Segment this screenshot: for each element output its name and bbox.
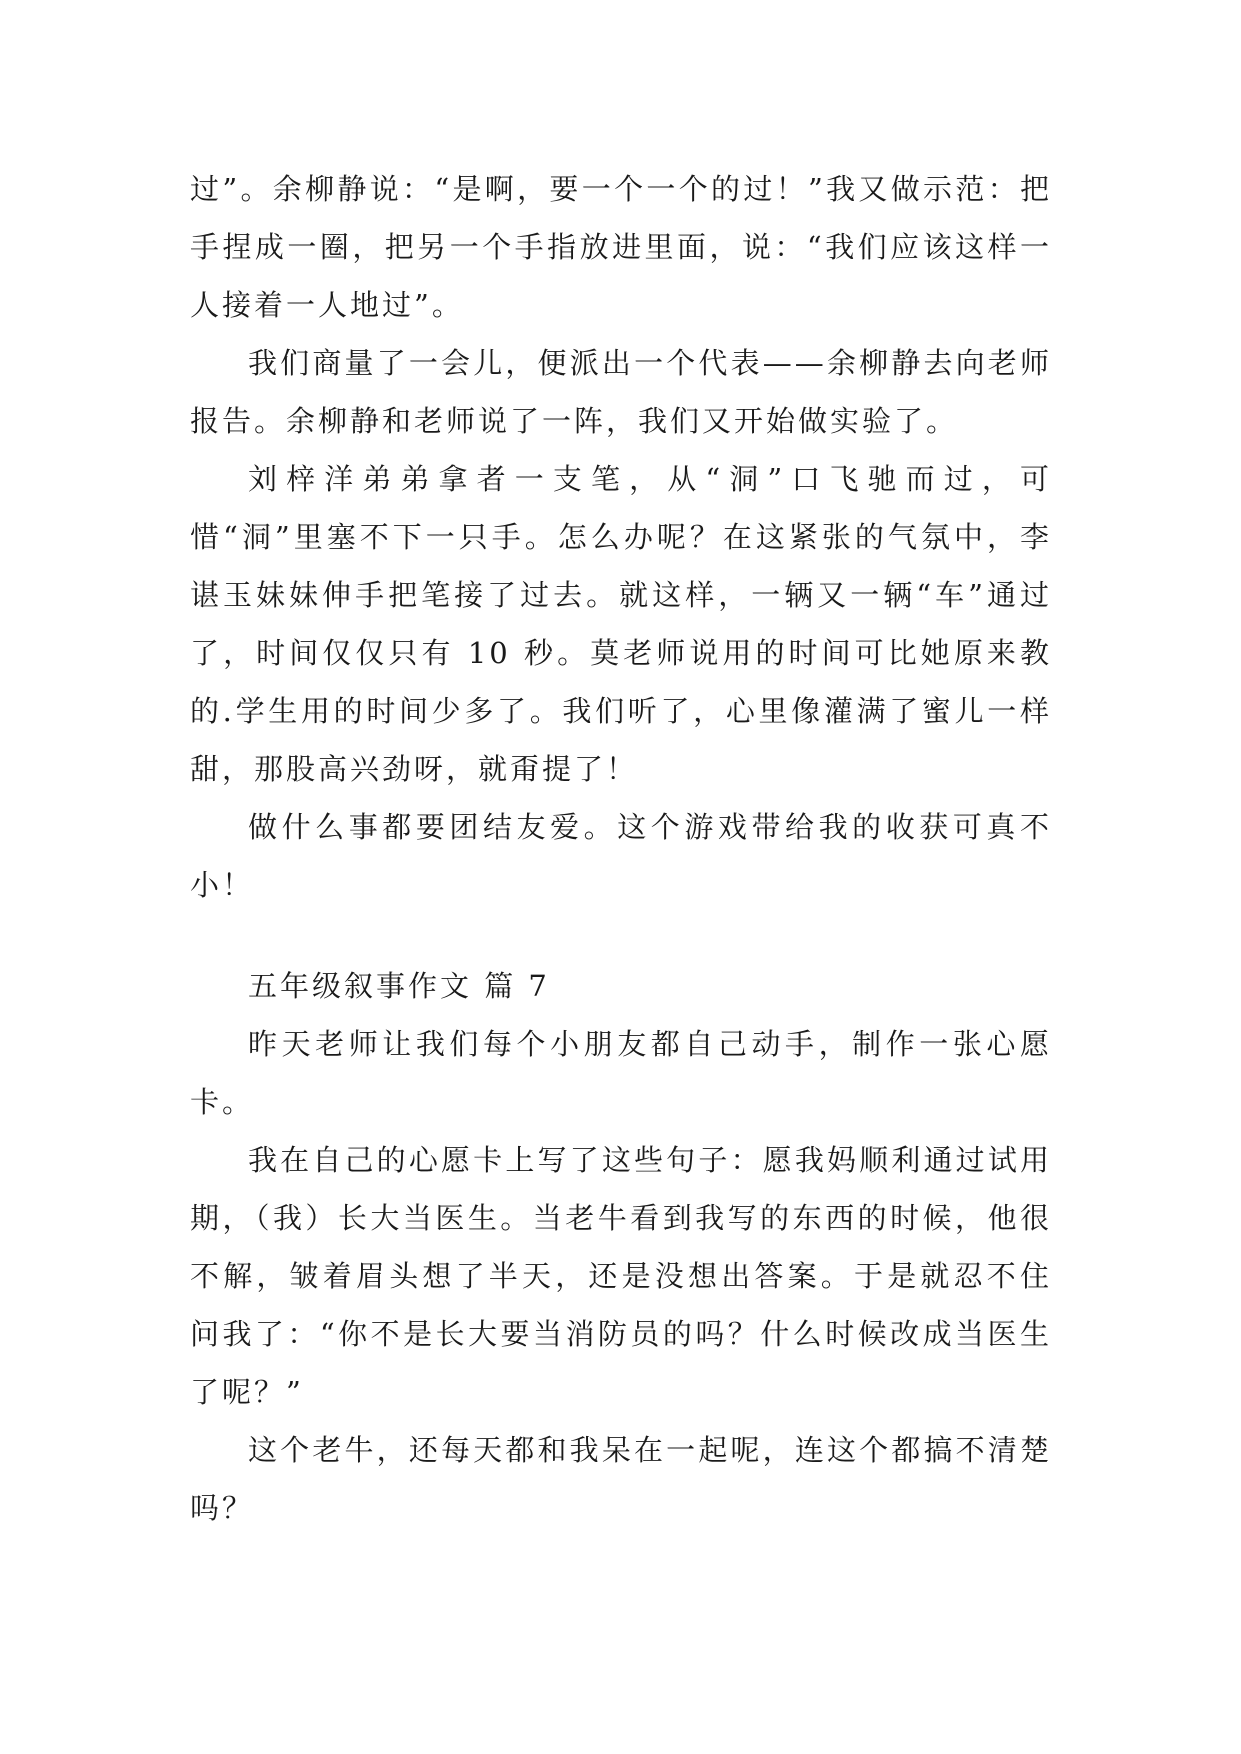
paragraph: 做什么事都要团结友爱。这个游戏带给我的收获可真不小！ (190, 810, 1052, 902)
paragraph: 我在自己的心愿卡上写了这些句子：愿我妈顺利通过试用期，（我）长大当医生。当老牛看到我写的东西的时候，他很不解，皱着眉头想了半天，还是没想出答案。于是就忍不住问我了：“你不是长大要当消防员的吗？什么时候改成当医生了呢？” (190, 1143, 1052, 1409)
essay-section-7 (190, 957, 1052, 1537)
paragraph: 昨天老师让我们每个小朋友都自己动手，制作一张心愿卡。 (190, 1027, 1052, 1119)
paragraph: 过”。余柳静说：“是啊，要一个一个的过！”我又做示范：把手捏成一圈，把另一个手指放进里面，说：“我们应该这样一人接着一人地过”。 (190, 172, 1052, 322)
essay-continuation (190, 160, 1052, 914)
essay-heading: 五年级叙事作文 篇 7 (248, 969, 550, 1003)
paragraph: 刘梓洋弟弟拿者一支笔，从“洞”口飞驰而过，可惜“洞”里塞不下一只手。怎么办呢？在这紧张的气氛中，李谌玉妹妹伸手把笔接了过去。就这样，一辆又一辆“车”通过了，时间仅仅只有 10 秒。莫老师说用的时间可比她原来教的.学生用的时间少多了。我们听了，心里像灌满了蜜儿一样甜，那股高兴劲呀，就甭提了！ (190, 462, 1052, 786)
paragraph: 这个老牛，还每天都和我呆在一起呢，连这个都搞不清楚吗？ (190, 1433, 1052, 1525)
paragraph: 我们商量了一会儿，便派出一个代表——余柳静去向老师报告。余柳静和老师说了一阵，我们又开始做实验了。 (190, 346, 1052, 438)
